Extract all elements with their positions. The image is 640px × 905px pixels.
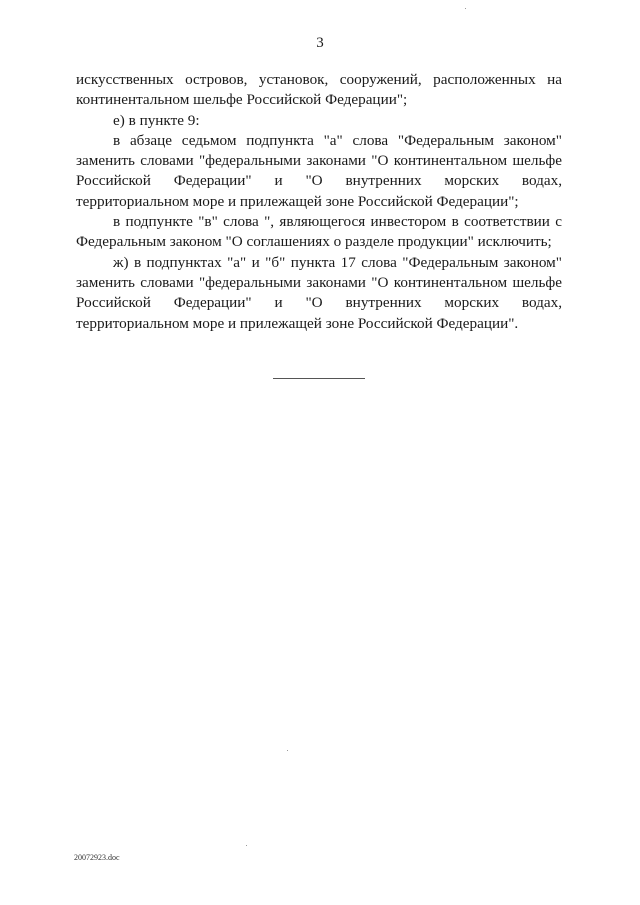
- paragraph-subitem-a: в абзаце седьмом подпункта "а" слова "Федеральным законом" заменить словами "федеральными законами "О континентальном шельфе Российской Федерации" и "О внутренних морских водах, территориальном море и прилежащей зоне Российской Федерации";: [76, 131, 562, 210]
- paragraph-subitem-v: в подпункте "в" слова ", являющегося инвестором в соответствии с Федеральным законом "О соглашениях о разделе продукции" исключить;: [76, 213, 562, 251]
- end-of-text-rule: [273, 378, 365, 379]
- paragraph-continuation: искусственных островов, установок, сооружений, расположенных на континентальном шельфе Российской Федерации";: [76, 71, 562, 109]
- document-body: [76, 70, 562, 334]
- page-number: 3: [316, 35, 324, 51]
- footer-file-name: 20072923.doc: [74, 853, 120, 862]
- paragraph-item-e: е) в пункте 9:: [113, 111, 200, 129]
- paragraph-item-zh: ж) в подпунктах "а" и "б" пункта 17 слова "Федеральным законом" заменить словами "федеральными законами "О континентальном шельфе Российской Федерации" и "О внутренних морских водах, территориальном море и прилежащей зоне Российской Федерации".: [76, 253, 562, 332]
- scan-speck: [246, 845, 247, 846]
- scan-speck: [465, 8, 466, 9]
- scan-speck: [287, 750, 288, 751]
